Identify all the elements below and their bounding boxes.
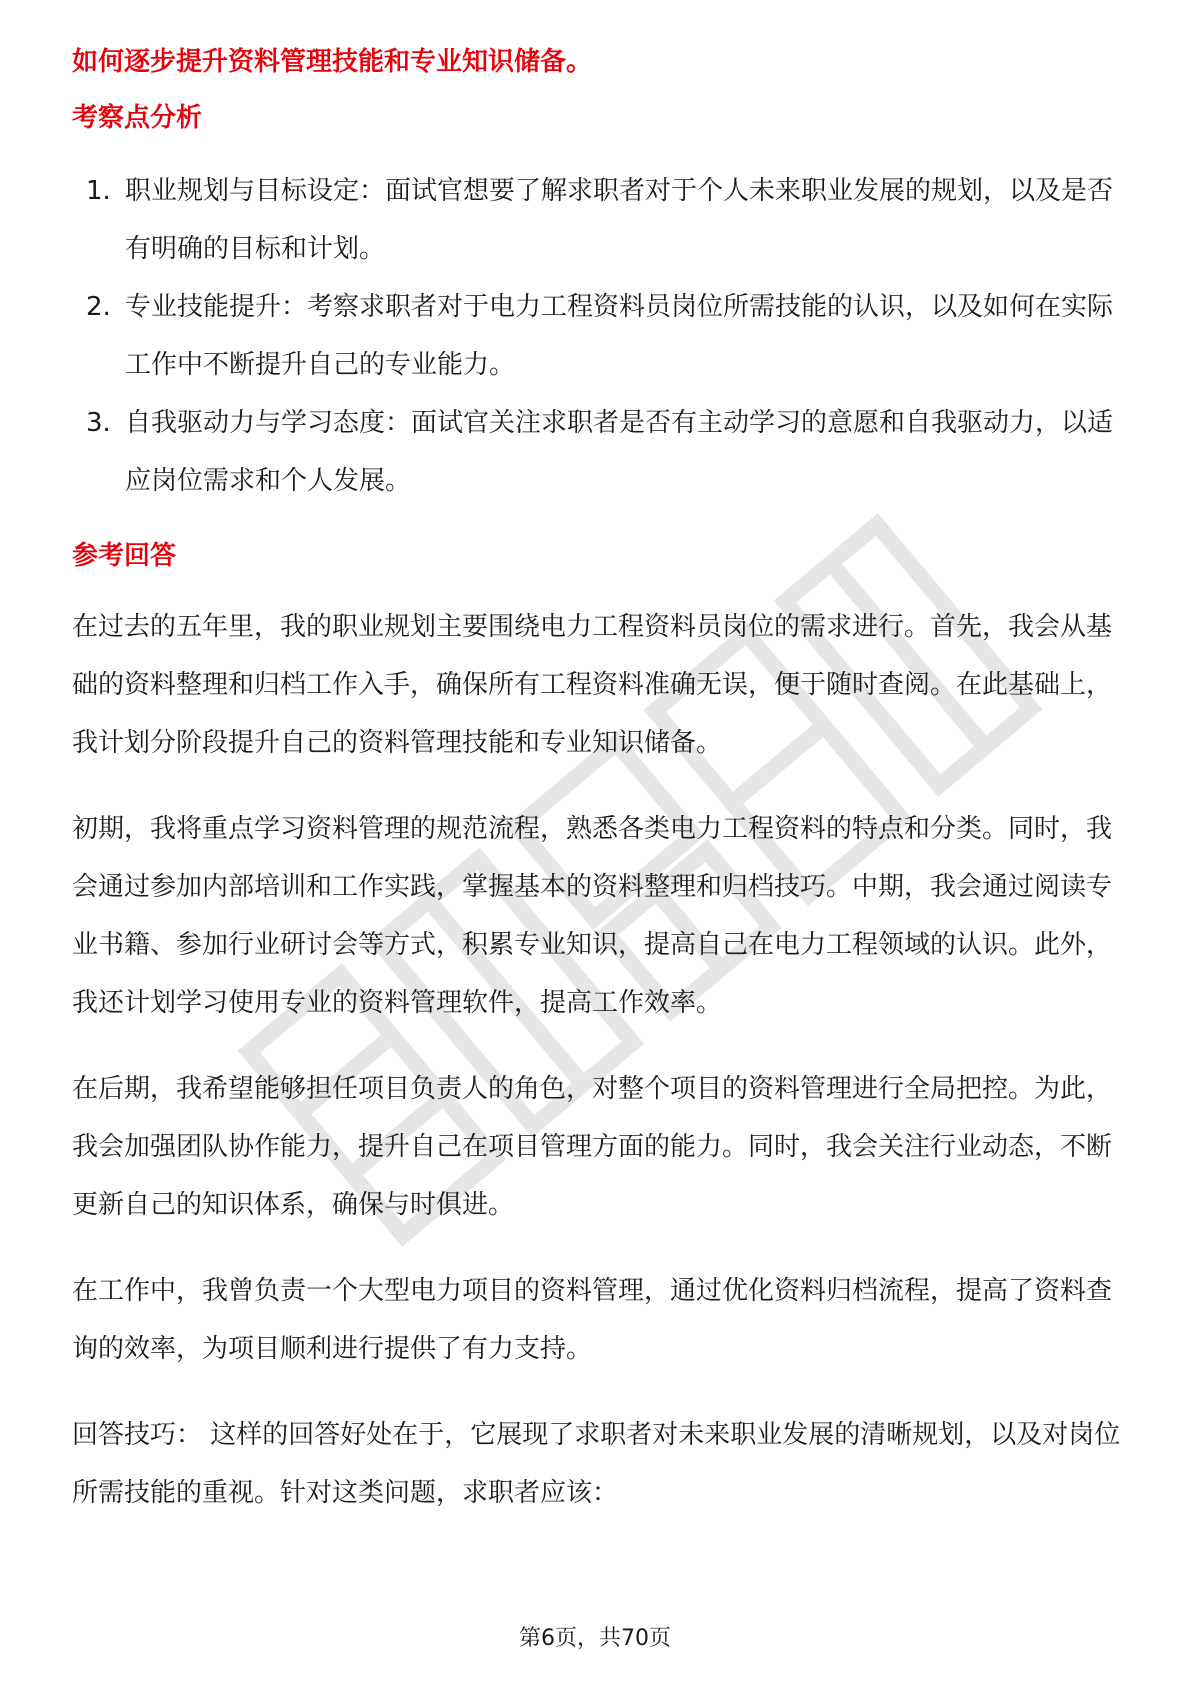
list-item-number: 2. xyxy=(86,292,111,322)
answer-paragraph: 在后期，我希望能够担任项目负责人的角色，对整个项目的资料管理进行全局把控。为此，我会加强团队协作能力，提升自己在项目管理方面的能力。同时，我会关注行业动态，不断更新自己的知识体系，确保与时俱进。 xyxy=(72,1074,1113,1220)
answer-tips-paragraph: 回答技巧： 这样的回答好处在于，它展现了求职者对未来职业发展的清晰规划，以及对岗位所需技能的重视。针对这类问题，求职者应该： xyxy=(72,1420,1121,1508)
list-item-text: 自我驱动力与学习态度：面试官关注求职者是否有主动学习的意愿和自我驱动力，以适应岗位需求和个人发展。 xyxy=(125,408,1114,496)
list-item-number: 3. xyxy=(86,408,111,438)
list-item-text: 职业规划与目标设定：面试官想要了解求职者对于个人未来职业发展的规划，以及是否有明确的目标和计划。 xyxy=(125,176,1114,264)
page-number: 第6页，共70页 xyxy=(519,1626,671,1651)
list-item xyxy=(72,162,1122,278)
analysis-list xyxy=(72,162,1122,510)
answer-paragraph: 初期，我将重点学习资料管理的规范流程，熟悉各类电力工程资料的特点和分类。同时，我会通过参加内部培训和工作实践，掌握基本的资料整理和归档技巧。中期，我会通过阅读专业书籍、参加行业研讨会等方式，积累专业知识，提高自己在电力工程领域的认识。此外，我还计划学习使用专业的资料管理软件，提高工作效率。 xyxy=(72,814,1113,1018)
analysis-heading: 考察点分析 xyxy=(72,103,203,133)
question-title: 如何逐步提升资料管理技能和专业知识储备。 xyxy=(72,47,593,77)
list-item xyxy=(72,394,1122,510)
list-item xyxy=(72,278,1122,394)
answer-paragraph: 在工作中，我曾负责一个大型电力项目的资料管理，通过优化资料归档流程，提高了资料查询的效率，为项目顺利进行提供了有力支持。 xyxy=(72,1276,1113,1364)
list-item-number: 1. xyxy=(86,176,111,206)
list-item-text: 专业技能提升：考察求职者对于电力工程资料员岗位所需技能的认识，以及如何在实际工作中不断提升自己的专业能力。 xyxy=(125,292,1114,380)
reference-heading: 参考回答 xyxy=(72,541,177,571)
answer-paragraph: 在过去的五年里，我的职业规划主要围绕电力工程资料员岗位的需求进行。首先，我会从基础的资料整理和归档工作入手，确保所有工程资料准确无误，便于随时查阅。在此基础上，我计划分阶段提升自己的资料管理技能和专业知识储备。 xyxy=(72,612,1113,758)
document-body xyxy=(72,44,1122,1550)
